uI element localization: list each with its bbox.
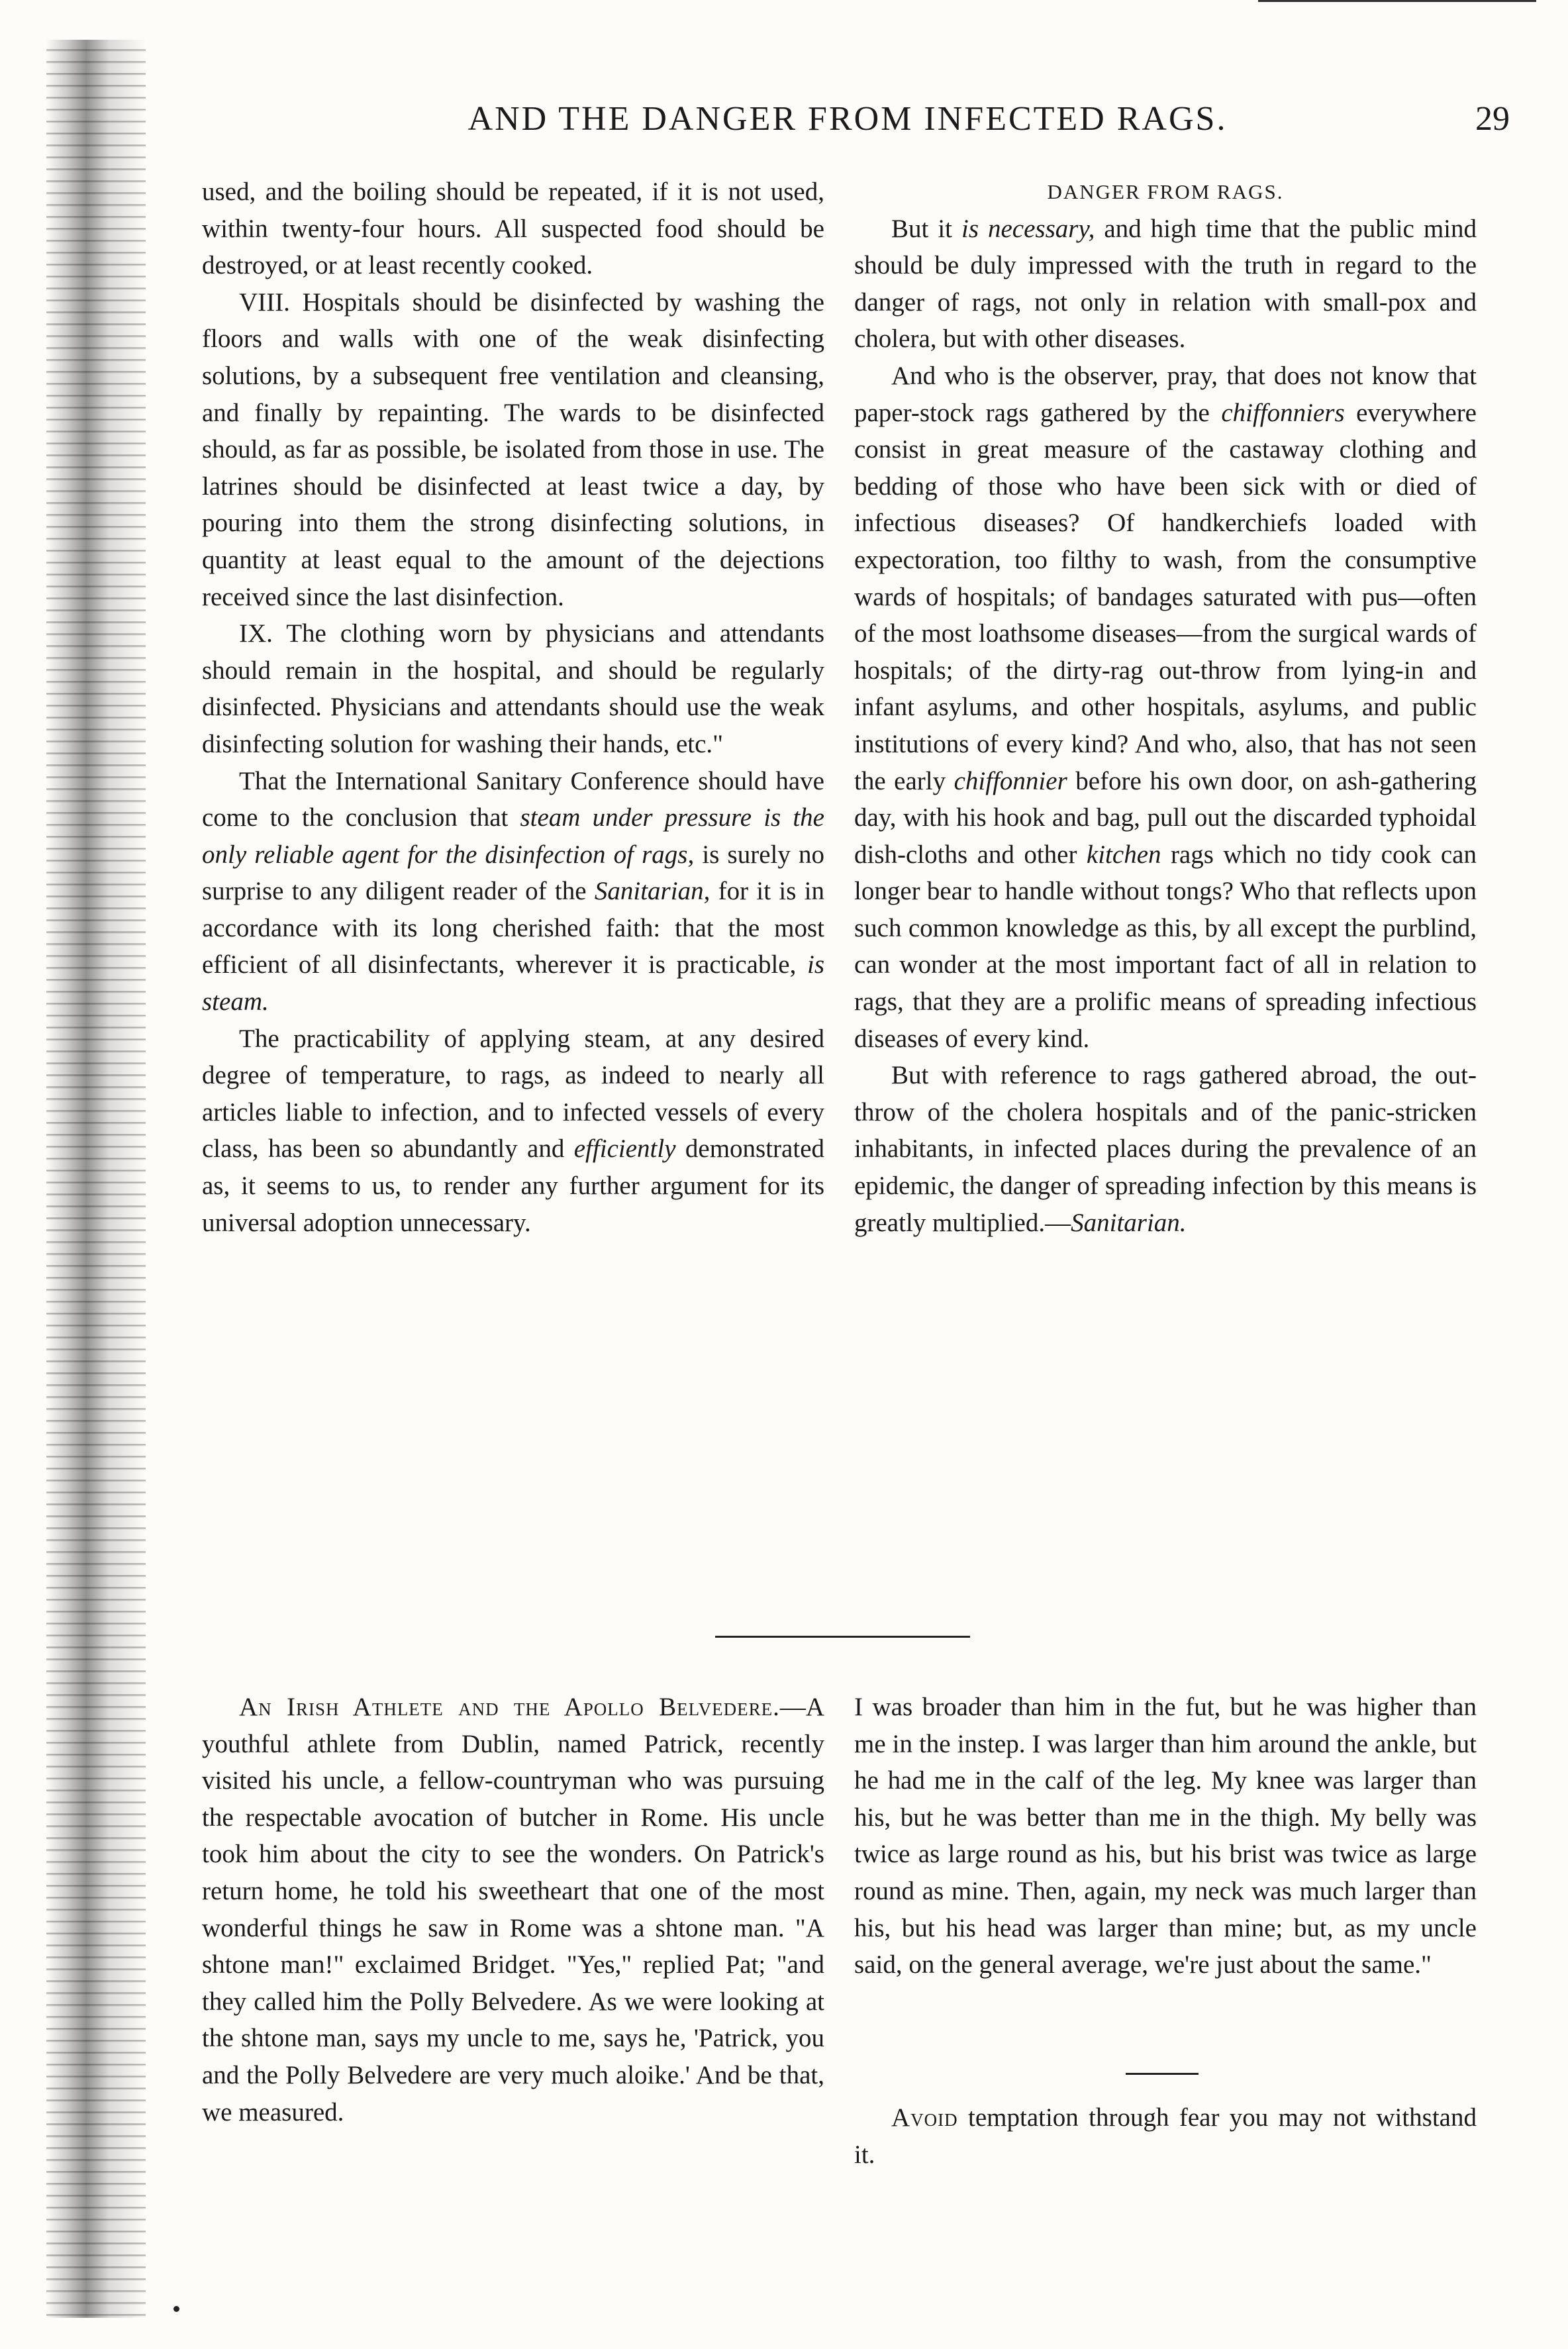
italic-run: Sanitarian. (1071, 1208, 1187, 1237)
text-run: And who is the observer, pray, that does not know that paper-stock rags gathered by the (854, 361, 1477, 427)
text-run: But it (891, 214, 961, 243)
maxim-column (854, 2099, 1477, 2173)
text-run: rags which no tidy cook can longer bear to handle without tongs? Who that reflects upon such common knowledge as this, by all except the purblind, can wonder at the most important fact of all in relation to rags, that they are a prolific means of spreading infectious diseases of every kind. (854, 840, 1477, 1053)
italic-run: is necessary, (961, 214, 1095, 243)
italic-run: is steam. (202, 950, 824, 1017)
paragraph (854, 211, 1477, 358)
paragraph: used, and the boiling should be repeated, if it is not used, within twenty-four hours. All suspected food should be destroyed, or at least recently cooked. (202, 177, 824, 280)
text-run: and high time that the public mind should be duly impressed with the truth in regard to the danger of rags, not only in relation with small-pox and cholera, but with other diseases. (854, 214, 1477, 354)
paragraph-ix: IX. The clothing worn by physicians and attendants should remain in the hospital, and should be regularly disinfected. Physicians and attendants should use the weak disinfecting solution for washing their hands, etc." (202, 619, 824, 758)
italic-run: kitchen (1086, 840, 1161, 869)
text-run: before his own door, on ash-gathering day, with his hook and bag, pull out the discarded typhoidal dish-cloths and other (854, 766, 1477, 869)
anecdote-paragraph (202, 1689, 824, 2130)
italic-run: chiffonniers (1221, 398, 1345, 427)
section-subheading: DANGER FROM RAGS. (1047, 180, 1284, 203)
running-title: AND THE DANGER FROM INFECTED RAGS. (467, 100, 1228, 138)
text-run: The practicability of applying steam, at any desired degree of temperature, to rags, as indeed to nearly all articles liable to infection, and to infected vessels of every class, has been so abundantly and (202, 1024, 824, 1164)
italic-run: chiffonnier (954, 766, 1067, 795)
paragraph-conference (202, 763, 824, 1021)
section-divider (715, 1636, 970, 1638)
paragraph (854, 358, 1477, 1057)
maxim-lead: Avoid (891, 2103, 958, 2132)
text-run: for it is in accordance with its long cherished faith: that the most efficient of all disinfectants, wherever it is practicable, (202, 877, 825, 979)
anecdote-column-right (854, 1689, 1477, 1983)
paragraph-viii: VIII. Hospitals should be disinfected by washing the floors and walls with one of the weak disinfecting solutions, by a subsequent free ventilation and cleansing, and finally by repainting. The wards to be disinfected should, as far as possible, be isolated from those in use. The latrines should be disinfected at least twice a day, by pouring into them the strong disinfecting solutions, in quantity at least equal to the amount of the dejections received since the last disinfection. (202, 287, 824, 611)
short-divider (1126, 2073, 1199, 2075)
text-run: everywhere consist in great measure of the castaway clothing and bedding of those who have been sick with or died of infectious diseases? Of handkerchiefs loaded with expectoration, too filthy to wash, from the consumptive wards of hospitals; of bandages saturated with pus—often of the most loathsome diseases—from the surgical wards of hospitals; of the dirty-rag out-throw from lying-in and infant asylums, and other hospitals, asylums, and public institutions of every kind? And who, also, that has not seen the early (854, 398, 1477, 795)
italic-run: steam under pressure is the only reliable agent for the disinfection of rags, (202, 803, 824, 869)
book-spine-edge (46, 40, 146, 2318)
paragraph-practicability (202, 1021, 824, 1242)
anecdote-column-left (202, 1689, 824, 2130)
top-edge-rule (1258, 0, 1536, 6)
anecdote-continuation: I was broader than him in the fut, but he was higher than me in the instep. I was larger than him around the ankle, but he had me in the calf of the leg. My knee was larger than his, but he was better than me in the thigh. My belly was twice as large round as his, but his brist was twice as large round as mine. Then, again, my neck was much larger than his, but his head was larger than mine; but, as my uncle said, on the general average, we're just about the same." (854, 1693, 1477, 1979)
text-run: But with reference to rags gathered abroad, the out-throw of the cholera hospitals and of the panic-stricken inhabitants, in infected places during the prevalence of an epidemic, the danger of spreading infection by this means is greatly multiplied.— (854, 1061, 1477, 1237)
article-column-right (854, 174, 1477, 1241)
running-header (152, 99, 1510, 152)
ink-speck (173, 2306, 179, 2312)
italic-run: Sanitarian, (594, 877, 710, 906)
text-run: —A youthful athlete from Dublin, named Patrick, recently visited his uncle, a fellow-countryman who was pursuing the respectable avocation of butcher in Rome. His uncle took him about the city to see the wonders. On Patrick's return home, he told his sweetheart that one of the most wonderful things he saw in Rome was a shtone man. "A shtone man!" exclaimed Bridget. "Yes," replied Pat; "and they called him the Polly Belvedere. As we were looking at the shtone man, says my uncle to me, says he, 'Patrick, you and the Polly Belvedere are very much aloike.' And be that, we measured. (202, 1693, 824, 2126)
text-run: is surely no surprise to any diligent reader of the (202, 840, 824, 906)
text-run: That the International Sanitary Conference should have come to the conclusion that (202, 766, 824, 832)
article-column-left (202, 174, 824, 1241)
anecdote-heading: An Irish Athlete and the Apollo Belvedere. (239, 1693, 780, 1721)
maxim-paragraph (854, 2099, 1477, 2173)
text-run: temptation through fear you may not withstand it. (854, 2103, 1477, 2169)
italic-run: efficiently (573, 1134, 676, 1164)
page-number: 29 (1475, 100, 1510, 138)
paragraph (854, 1057, 1477, 1241)
text-run: demonstrated as, it seems to us, to render any further argument for its universal adoption unnecessary. (202, 1134, 824, 1237)
